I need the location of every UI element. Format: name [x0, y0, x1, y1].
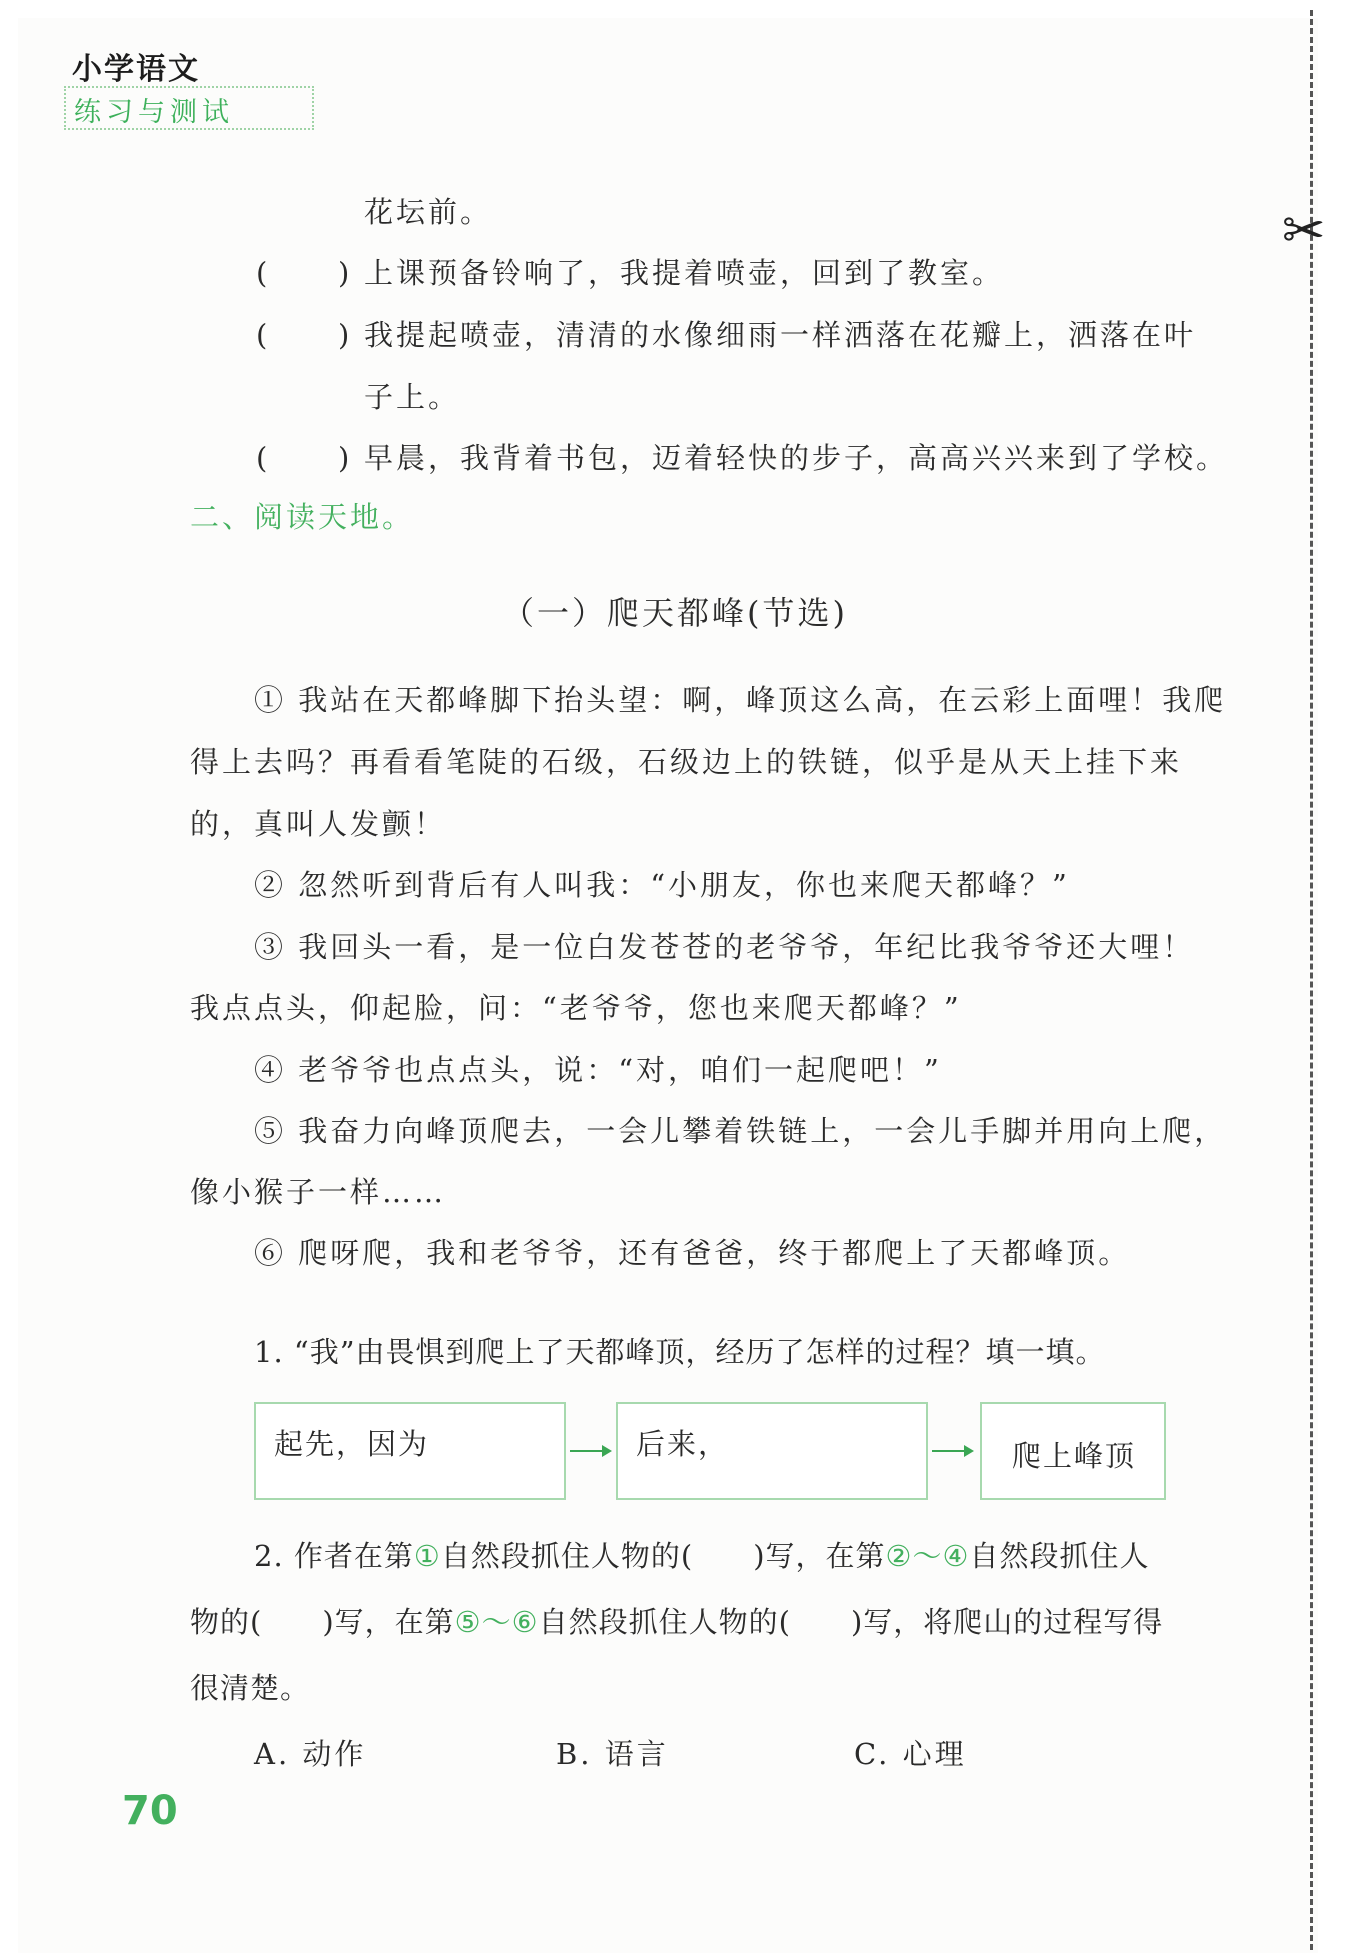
q2-paragraph-ref: ①	[413, 1539, 441, 1573]
answer-box-3	[980, 1402, 1166, 1500]
ordering-paren-close: )	[338, 318, 353, 352]
ordering-cont-line: 花坛前。	[364, 195, 493, 229]
page-number: 70	[122, 1788, 178, 1834]
passage-line: 得上去吗？再看看笔陡的石级，石级边上的铁链，似乎是从天上挂下来	[190, 745, 1183, 779]
answer-box-1-label: 起先，因为	[274, 1427, 430, 1461]
passage-line: ① 我站在天都峰脚下抬头望：啊，峰顶这么高，在云彩上面哩！我爬	[254, 683, 1227, 717]
ordering-paren-open: (	[256, 318, 271, 352]
ordering-item: 早晨，我背着书包，迈着轻快的步子，高高兴兴来到了学校。	[364, 441, 1229, 475]
q2-text: 物的( )写，在第	[190, 1605, 455, 1639]
ordering-item: 上课预备铃响了，我提着喷壶，回到了教室。	[364, 256, 1005, 290]
passage-line: ⑤ 我奋力向峰顶爬去，一会儿攀着铁链上，一会儿手脚并用向上爬，	[254, 1114, 1227, 1148]
page-background	[18, 18, 1318, 1953]
passage-title: （一）爬天都峰(节选)	[502, 594, 848, 632]
q2-text: 自然段抓住人物的( )写，将爬山的过程写得	[538, 1605, 1164, 1639]
ordering-item-cont: 子上。	[364, 380, 461, 414]
passage-line: ② 忽然听到背后有人叫我：“小朋友，你也来爬天都峰？”	[254, 868, 1070, 902]
ordering-paren-open: (	[256, 441, 271, 475]
q2-paragraph-ref: ②～④	[885, 1539, 970, 1573]
book-title: 小学语文	[72, 52, 200, 87]
q2-text: 2. 作者在第	[254, 1539, 414, 1573]
answer-box-2-label: 后来，	[636, 1427, 730, 1461]
question-1: 1. “我”由畏惧到爬上了天都峰顶，经历了怎样的过程？填一填。	[254, 1335, 1106, 1369]
scissors-icon: ✂	[1282, 201, 1326, 261]
option-a[interactable]: A. 动作	[254, 1737, 367, 1771]
passage-line: 的，真叫人发颤！	[190, 807, 447, 841]
ordering-item: 我提起喷壶，清清的水像细雨一样洒落在花瓣上，洒落在叶	[364, 318, 1197, 352]
passage-line: ④ 老爷爷也点点头，说：“对，咱们一起爬吧！”	[254, 1053, 942, 1087]
answer-box-1[interactable]	[254, 1402, 566, 1500]
q2-text: 自然段抓住人	[969, 1539, 1150, 1573]
arrow-icon	[932, 1450, 972, 1452]
question-2-line-1	[254, 1536, 1150, 1576]
section-heading: 二、阅读天地。	[190, 500, 415, 534]
q2-paragraph-ref: ⑤～⑥	[454, 1605, 539, 1639]
option-b[interactable]: B. 语言	[556, 1737, 669, 1771]
book-subtitle-box	[64, 86, 314, 130]
arrow-icon	[570, 1450, 610, 1452]
passage-line: ⑥ 爬呀爬，我和老爷爷，还有爸爸，终于都爬上了天都峰顶。	[254, 1236, 1131, 1270]
passage-line: 像小猴子一样……	[190, 1175, 447, 1209]
book-subtitle: 练习与测试	[74, 97, 234, 128]
question-2-line-3: 很清楚。	[190, 1671, 311, 1705]
passage-line: ③ 我回头一看，是一位白发苍苍的老爷爷，年纪比我爷爷还大哩！	[254, 930, 1195, 964]
passage-line: 我点点头，仰起脸，问：“老爷爷，您也来爬天都峰？”	[190, 991, 962, 1025]
ordering-paren-open: (	[256, 256, 271, 290]
ordering-paren-close: )	[338, 256, 353, 290]
answer-box-2[interactable]	[616, 1402, 928, 1500]
ordering-paren-close: )	[338, 441, 353, 475]
answer-box-3-label: 爬上峰顶	[1012, 1439, 1137, 1473]
q2-text: 自然段抓住人物的( )写，在第	[440, 1539, 886, 1573]
option-c[interactable]: C. 心理	[854, 1737, 967, 1771]
question-2-line-2	[190, 1602, 1163, 1642]
cut-line	[1310, 10, 1313, 1950]
